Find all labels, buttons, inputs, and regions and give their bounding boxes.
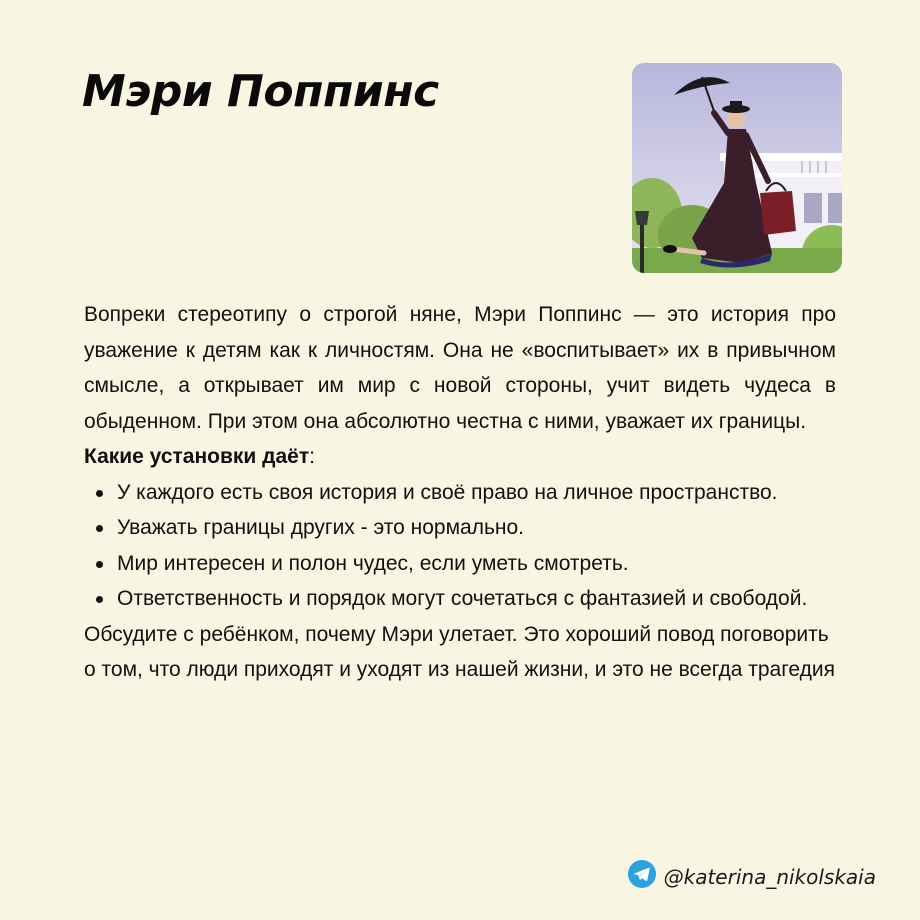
bullet-icon [96,490,103,497]
settings-heading-colon: : [309,445,315,468]
bullet-icon [96,525,103,532]
intro-paragraph: Вопреки стереотипу о строгой няне, Мэри Поппинс — это история про уважение к детям как к личностям. Она не «воспитывает» их в привычном смысле, а открывает им мир с новой стороны, учит видеть чудеса в обыденном. При этом она абсолютно честна с ними, уважает их границы. [84,303,836,433]
settings-heading [84,439,836,475]
article-body [84,297,836,688]
list-item: Уважать границы других - это нормально. [84,510,836,546]
bullet-icon [96,596,103,603]
settings-heading-label: Какие установки даёт [84,445,310,468]
list-item: Мир интересен и полон чудес, если уметь смотреть. [84,546,836,582]
author-handle-text: @katerina_nikolskaia [663,864,876,889]
settings-list [84,475,836,617]
list-item: Ответственность и порядок могут сочетаться с фантазией и свободой. [84,581,836,617]
page-title: Мэри Поппинс [82,66,439,117]
mary-poppins-illustration [632,63,842,273]
author-handle[interactable] [628,860,876,893]
closing-paragraph: Обсудите с ребёнком, почему Мэри улетает. Это хороший повод поговорить о том, что люди приходят и уходят из нашей жизни, и это не всегда трагедия [84,622,835,681]
bullet-icon [96,561,103,568]
telegram-icon [628,860,656,893]
list-item: У каждого есть своя история и своё право на личное пространство. [84,475,836,511]
